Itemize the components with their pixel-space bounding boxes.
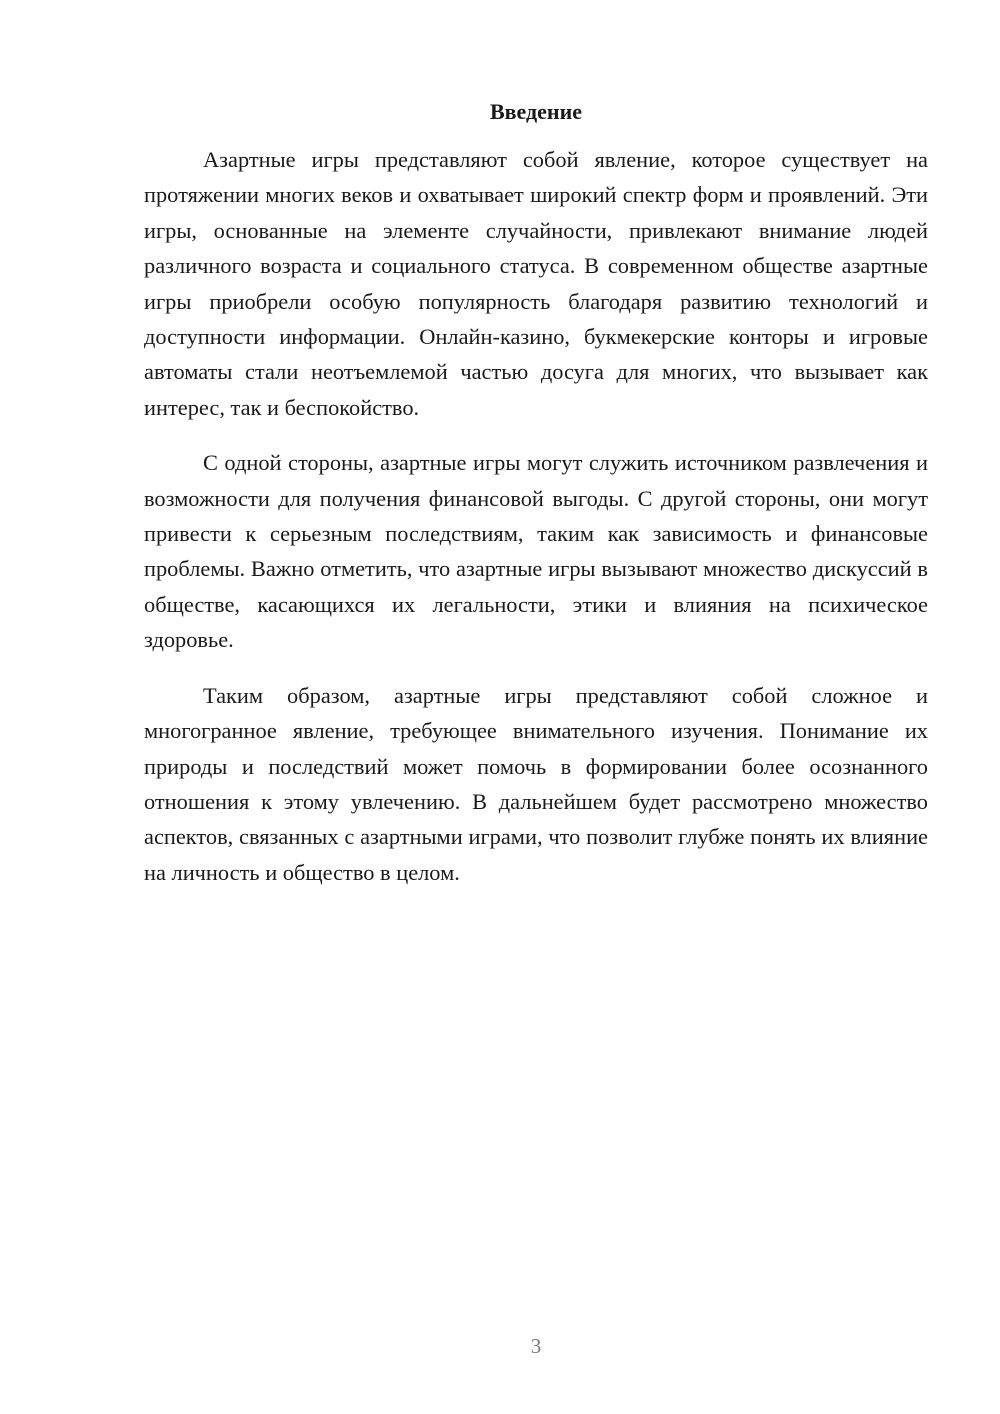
paragraph-3: Таким образом, азартные игры представляют собой сложное и многогранное явление, требующее внимательного изучения. Понимание их природы и последствий может помочь в формировании более осознанного отношения к этому увлечению. В дальнейшем будет рассмотрено множество аспектов, связанных с азартными играми, что позволит глубже понять их влияние на личность и общество в целом. <box>144 682 928 885</box>
page-number: 3 <box>530 1334 542 1358</box>
paragraph-1: Азартные игры представляют собой явление, которое существует на протяжении многих веков и охватывает широкий спектр форм и проявлений. Эти игры, основанные на элементе случайности, привлекают внимание людей различного возраста и социального статуса. В современном обществе азартные игры приобрели особую популярность благодаря развитию технологий и доступности информации. Онлайн-казино, букмекерские конторы и игровые автоматы стали неотъемлемой частью досуга для многих, что вызывает как интерес, так и беспокойство. <box>144 147 928 420</box>
document-body <box>144 142 928 910</box>
section-title: Введение <box>489 99 583 124</box>
paragraph-2: С одной стороны, азартные игры могут служить источником развлечения и возможности для получения финансовой выгоды. С другой стороны, они могут привести к серьезным последствиям, таким как зависимость и финансовые проблемы. Важно отметить, что азартные игры вызывают множество дискуссий в обществе, касающихся их легальности, этики и влияния на психическое здоровье. <box>144 450 928 653</box>
